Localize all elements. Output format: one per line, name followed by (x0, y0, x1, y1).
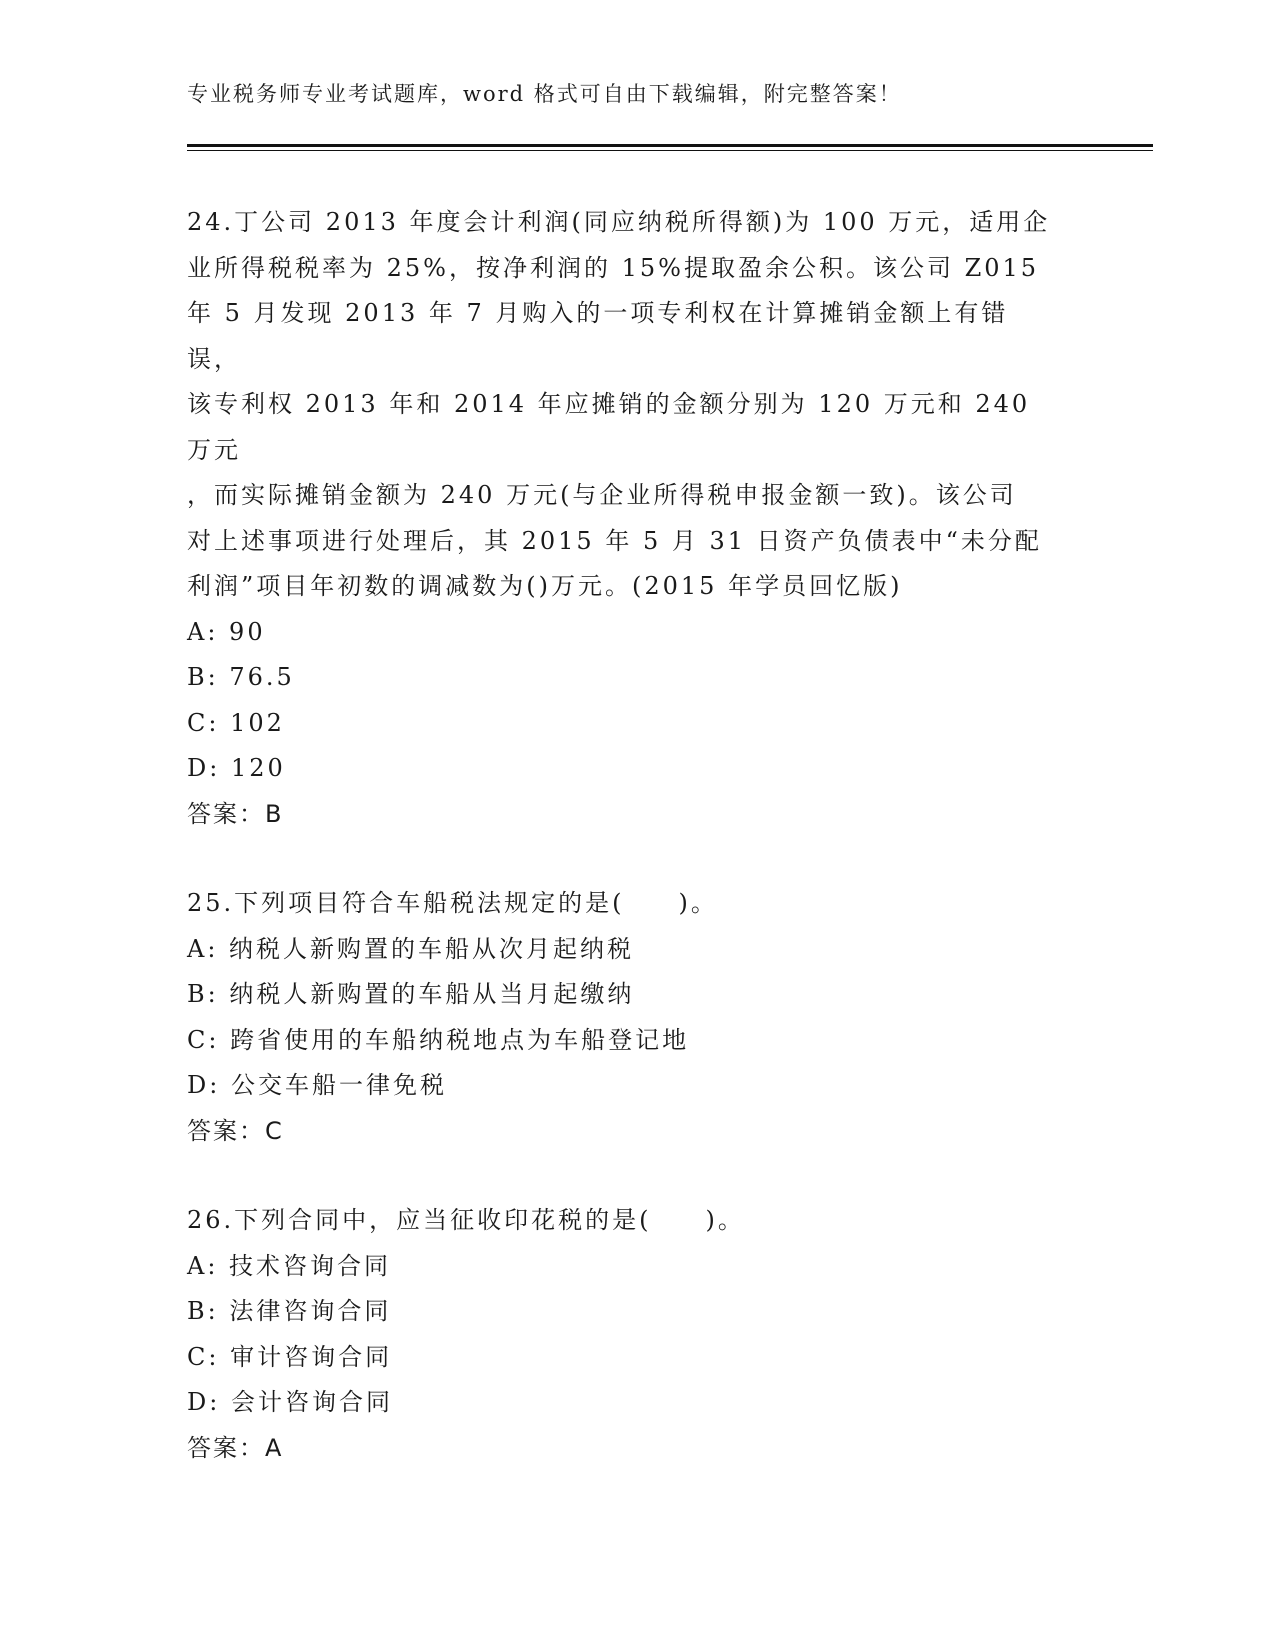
question-stem-line: ，而实际摊销金额为 240 万元(与企业所得税申报金额一致)。该公司 (187, 481, 1017, 509)
option-c: C: 跨省使用的车船纳税地点为车船登记地 (187, 1025, 690, 1054)
question-stem-line: 25.下列项目符合车船税法规定的是( )。 (187, 889, 718, 917)
question-stem-line: 利润”项目年初数的调减数为()万元。(2015 年学员回忆版) (187, 572, 903, 600)
option-a: A: 技术咨询合同 (187, 1251, 392, 1280)
option-d: D: 公交车船一律免税 (187, 1071, 447, 1099)
option-d: D: 会计咨询合同 (187, 1388, 393, 1416)
option-b: B: 法律咨询合同 (187, 1297, 392, 1325)
block-spacer (187, 1154, 1057, 1198)
question-list (187, 200, 1057, 1471)
page-header: 专业税务师专业考试题库，word 格式可自由下载编辑，附完整答案！ (187, 82, 902, 106)
option-c: C: 102 (187, 708, 285, 737)
question-stem-line: 26.下列合同中，应当征收印花税的是( )。 (187, 1206, 745, 1234)
question-stem-line: 年 5 月发现 2013 年 7 月购入的一项专利权在计算摊销金额上有错误， (187, 299, 1009, 373)
question-stem-line: 该专利权 2013 年和 2014 年应摊销的金额分别为 120 万元和 240 万元 (187, 390, 1031, 464)
header-divider-thin (187, 150, 1153, 151)
option-a: A: 纳税人新购置的车船从次月起纳税 (187, 934, 635, 963)
option-b: B: 76.5 (187, 663, 295, 691)
question-stem-line: 业所得税税率为 25%，按净利润的 15%提取盈余公积。该公司 Z015 (187, 253, 1040, 282)
answer-line: 答案：C (187, 1116, 284, 1145)
question-item (187, 1198, 1057, 1471)
answer-line: 答案：B (187, 799, 284, 828)
header-divider-thick (187, 144, 1153, 147)
option-a: A: 90 (187, 617, 266, 646)
question-stem-line: 对上述事项进行处理后，其 2015 年 5 月 31 日资产负债表中“未分配 (187, 526, 1042, 555)
option-b: B: 纳税人新购置的车船从当月起缴纳 (187, 980, 635, 1008)
option-c: C: 审计咨询合同 (187, 1342, 393, 1371)
question-item (187, 881, 1057, 1154)
answer-line: 答案：A (187, 1433, 284, 1462)
option-d: D: 120 (187, 754, 286, 782)
question-item (187, 200, 1057, 837)
question-stem-line: 24.丁公司 2013 年度会计利润(同应纳税所得额)为 100 万元，适用企 (187, 208, 1051, 236)
block-spacer (187, 837, 1057, 881)
